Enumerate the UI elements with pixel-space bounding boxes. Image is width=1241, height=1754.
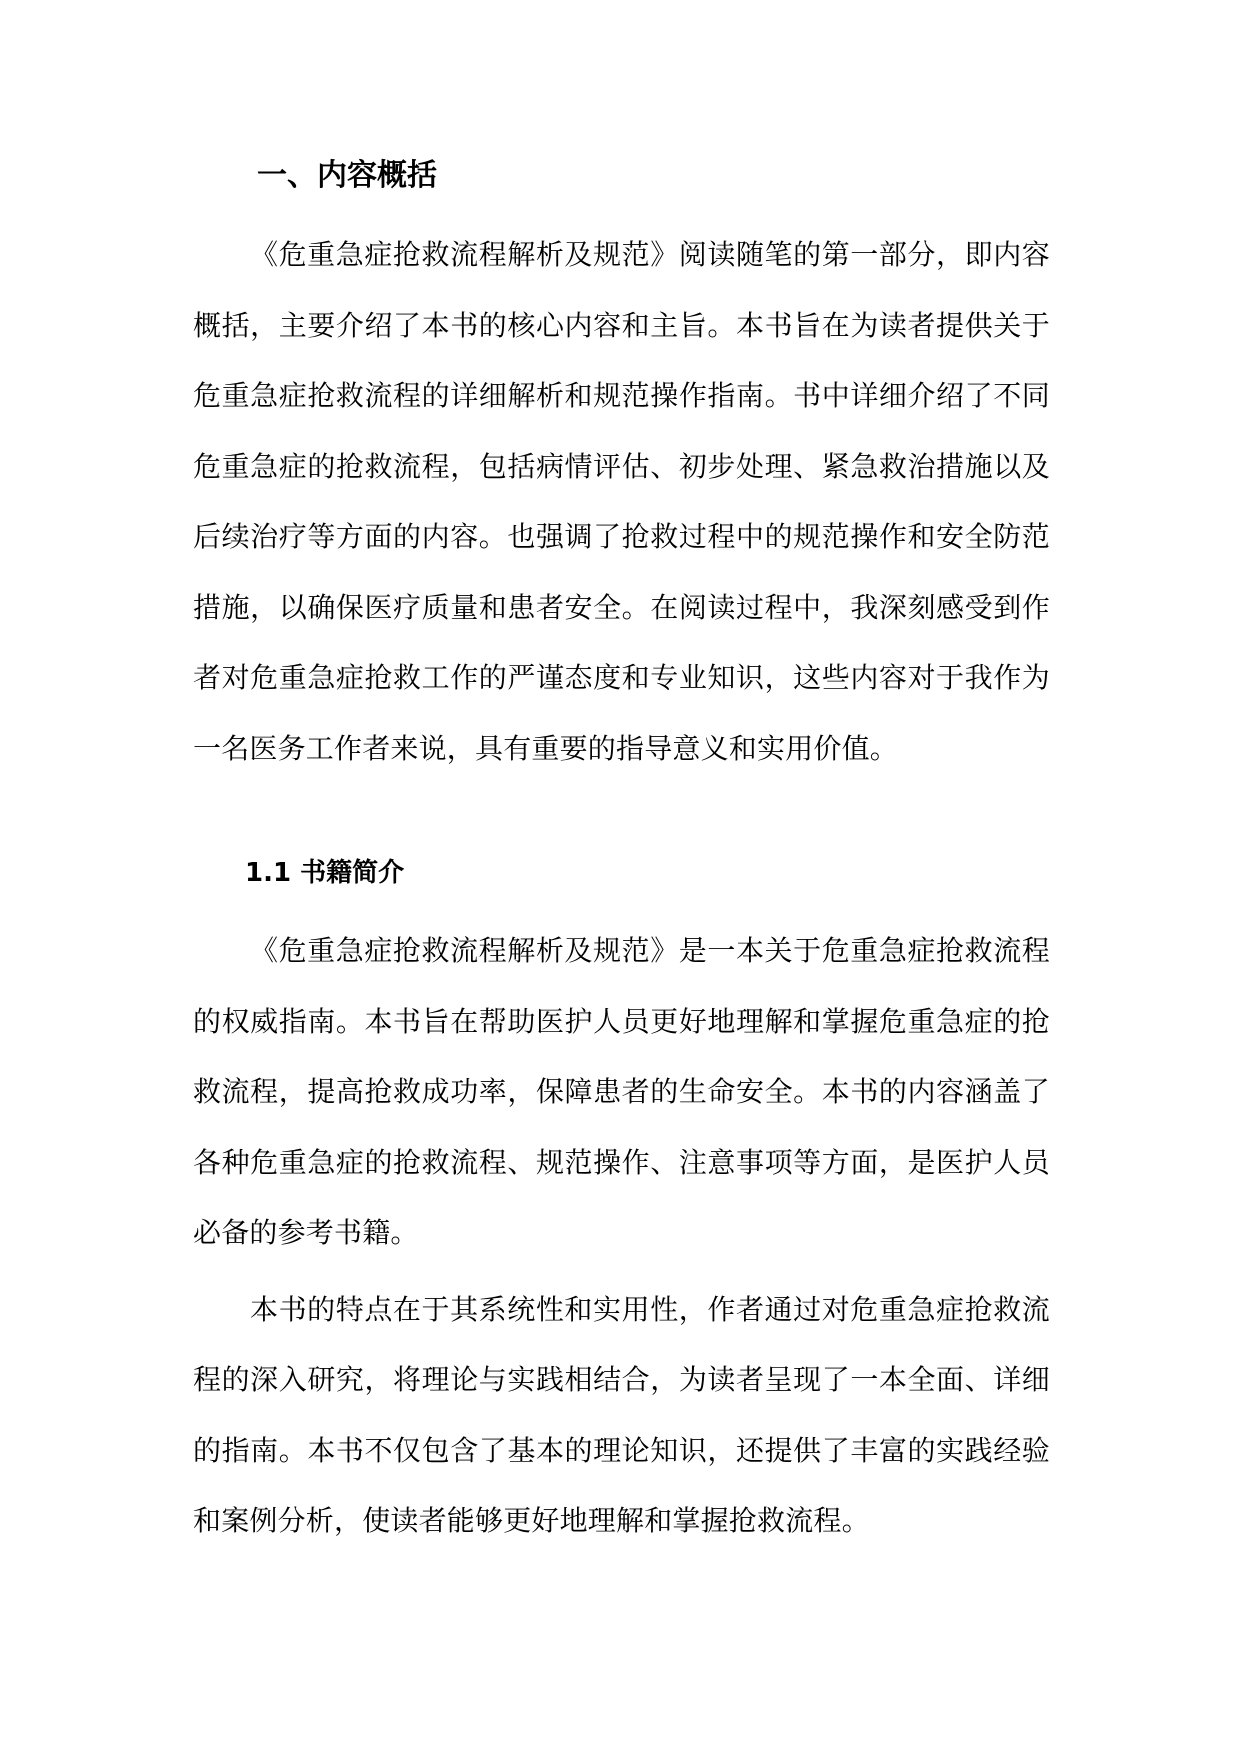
- document-body: [193, 140, 1050, 1557]
- section-heading: 一、内容概括: [257, 158, 437, 193]
- subsection-heading: 1.1 书籍简介: [245, 858, 405, 888]
- summary-paragraph: 《危重急症抢救流程解析及规范》阅读随笔的第一部分，即内容概括，主要介绍了本书的核心内容和主旨。本书旨在为读者提供关于危重急症抢救流程的详细解析和规范操作指南。书中详细介绍了不同危重急症的抢救流程，包括病情评估、初步处理、紧急救治措施以及后续治疗等方面的内容。也强调了抢救过程中的规范操作和安全防范措施，以确保医疗质量和患者安全。在阅读过程中，我深刻感受到作者对危重急症抢救工作的严谨态度和专业知识，这些内容对于我作为一名医务工作者来说，具有重要的指导意义和实用价值。: [193, 238, 1050, 765]
- book-features-paragraph: 本书的特点在于其系统性和实用性，作者通过对危重急症抢救流程的深入研究，将理论与实践相结合，为读者呈现了一本全面、详细的指南。本书不仅包含了基本的理论知识，还提供了丰富的实践经验和案例分析，使读者能够更好地理解和掌握抢救流程。: [193, 1292, 1050, 1537]
- book-intro-paragraph: 《危重急症抢救流程解析及规范》是一本关于危重急症抢救流程的权威指南。本书旨在帮助医护人员更好地理解和掌握危重急症的抢救流程，提高抢救成功率，保障患者的生命安全。本书的内容涵盖了各种危重急症的抢救流程、规范操作、注意事项等方面，是医护人员必备的参考书籍。: [193, 934, 1050, 1249]
